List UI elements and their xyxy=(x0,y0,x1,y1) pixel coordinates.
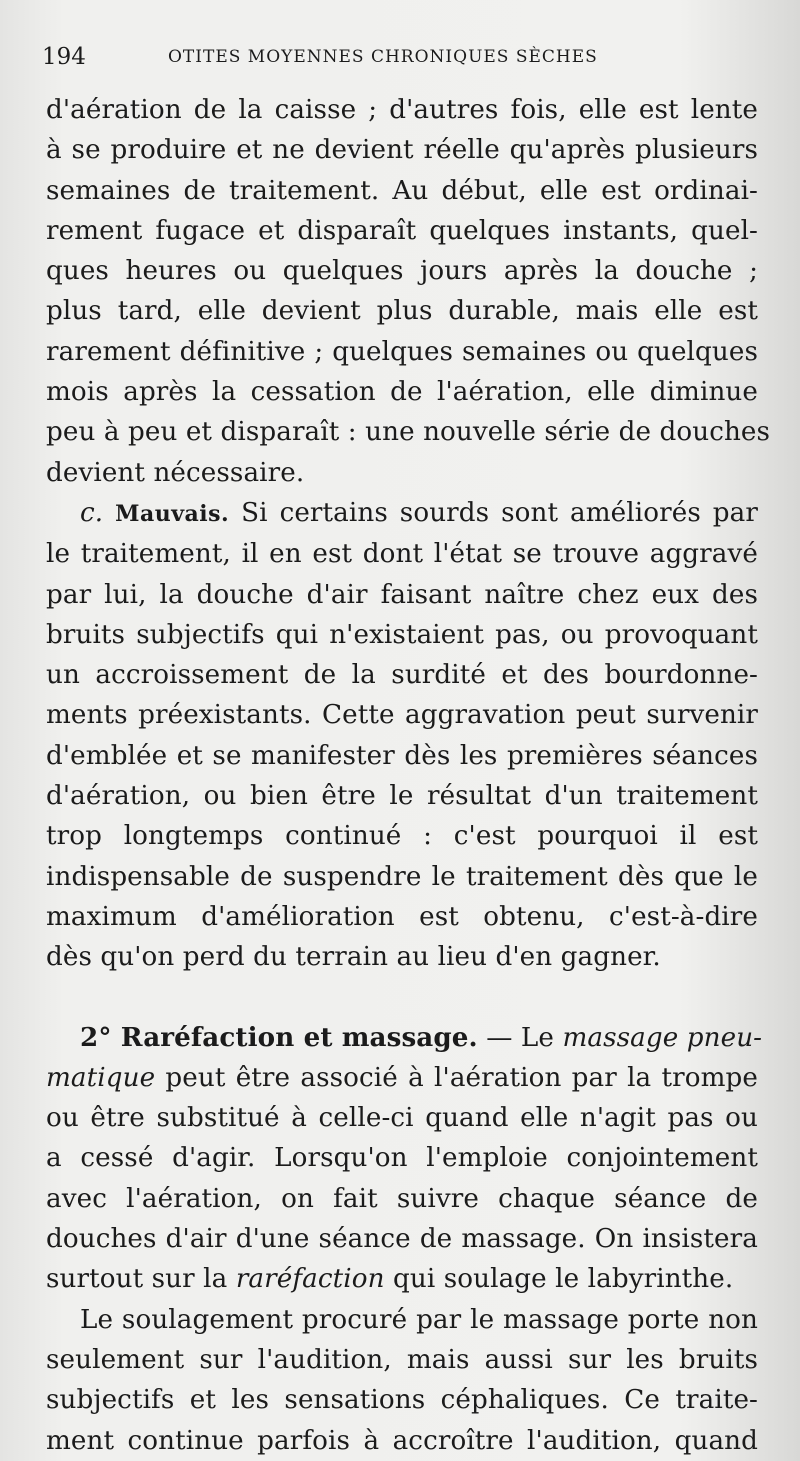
text-line: ments préexistants. Cette aggravation peut survenir xyxy=(46,700,758,731)
text-line xyxy=(46,1259,758,1299)
text-line: un accroissement de la surdité et des bourdonne- xyxy=(46,660,758,691)
text-line: peu à peu et disparaît : une nouvelle série de douches xyxy=(46,417,771,448)
text-line xyxy=(46,493,758,534)
text-line: a cessé d'agir. Lorsqu'on l'emploie conjointement xyxy=(46,1143,758,1174)
text-line: ment continue parfois à accroître l'audition, quand xyxy=(46,1425,758,1456)
text-run: Si certains sourds sont améliorés par xyxy=(241,497,758,528)
text-line: subjectifs et les sensations céphaliques. Ce traite- xyxy=(46,1385,758,1416)
paragraph-rarefaction xyxy=(46,1018,763,1300)
running-title: OTITES MOYENNES CHRONIQUES SÈCHES xyxy=(168,47,598,67)
paragraph-gap xyxy=(46,978,758,1018)
section-marker: c. xyxy=(80,497,104,528)
text-run: surtout sur la xyxy=(46,1264,228,1295)
text-line: seulement sur l'audition, mais aussi sur les bruits xyxy=(46,1344,758,1375)
text-line: ques heures ou quelques jours après la douche ; xyxy=(46,256,758,287)
text-line xyxy=(46,1018,763,1058)
page-number: 194 xyxy=(42,44,86,70)
text-line: semaines de traitement. Au début, elle est ordinai- xyxy=(46,175,758,206)
text-line: ou être substitué à celle-ci quand elle n'agit pas ou xyxy=(46,1103,758,1134)
text-line: plus tard, elle devient plus durable, mais elle est xyxy=(46,296,758,327)
text-line: bruits subjectifs qui n'existaient pas, ou provoquant xyxy=(46,619,758,650)
text-line: à se produire et ne devient réelle qu'après plusieurs xyxy=(46,135,758,166)
paragraph-mauvais xyxy=(46,493,758,978)
text-line: maximum d'amélioration est obtenu, c'est-à-dire xyxy=(46,901,758,932)
paragraph-aeration-effects xyxy=(46,90,771,493)
text-line: indispensable de suspendre le traitement dès que le xyxy=(46,861,758,892)
paragraph-soulagement xyxy=(46,1300,758,1461)
text-line: douches d'air d'une séance de massage. On insistera xyxy=(46,1224,758,1255)
italic-term: matique xyxy=(46,1062,156,1093)
text-line xyxy=(46,1058,758,1098)
italic-term: massage pneu- xyxy=(562,1022,763,1053)
italic-term: raréfaction xyxy=(235,1264,385,1295)
text-line: dès qu'on perd du terrain au lieu d'en gagner. xyxy=(46,942,661,973)
text-line: Le soulagement procuré par le massage porte non xyxy=(80,1304,758,1335)
text-run: qui soulage le labyrinthe. xyxy=(393,1264,734,1295)
text-line: par lui, la douche d'air faisant naître chez eux des xyxy=(46,579,758,610)
section-heading: Mauvais. xyxy=(115,500,230,527)
text-line: le traitement, il en est dont l'état se trouve aggravé xyxy=(46,539,758,570)
text-line: mois après la cessation de l'aération, elle diminue xyxy=(46,377,758,408)
text-run: — Le xyxy=(486,1022,555,1053)
text-run: peut être associé à l'aération par la trompe xyxy=(165,1062,758,1093)
page-header xyxy=(42,40,762,76)
text-line: d'aération de la caisse ; d'autres fois, elle est lente xyxy=(46,95,758,125)
text-line: d'emblée et se manifester dès les premières séances xyxy=(46,740,758,771)
text-line: avec l'aération, on fait suivre chaque séance de xyxy=(46,1183,758,1214)
text-line: devient nécessaire. xyxy=(46,457,305,488)
text-line: rement fugace et disparaît quelques instants, quel- xyxy=(46,215,758,246)
body-text xyxy=(46,90,771,1461)
text-line: rarement définitive ; quelques semaines ou quelques xyxy=(46,336,758,367)
section-heading: 2° Raréfaction et massage. xyxy=(80,1021,478,1053)
text-line: d'aération, ou bien être le résultat d'un traitement xyxy=(46,781,758,812)
text-line: trop longtemps continué : c'est pourquoi il est xyxy=(46,821,758,852)
